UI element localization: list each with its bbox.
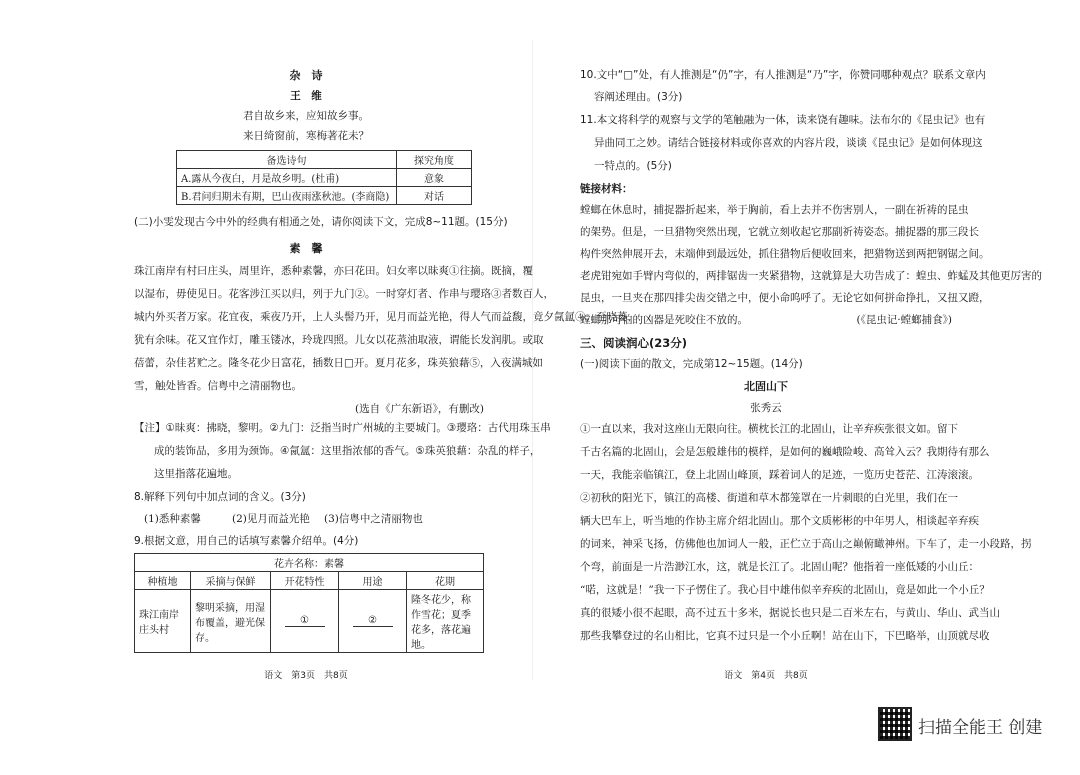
- card-header: 用途: [339, 572, 407, 590]
- poem-table-cell: A.露从今夜白，月是故乡明。(杜甫): [177, 169, 397, 187]
- card-header: 采摘与保鲜: [191, 572, 271, 590]
- subsection-1-heading: (一)阅读下面的散文，完成第12~15题。(14分): [580, 358, 803, 370]
- q8-item: (1)悉种素馨: [144, 513, 201, 525]
- notes-line: 【注】①昧爽：拂晓，黎明。②九门：泛指当时广州城的主要城门。③璎珞：古代用珠玉串: [134, 422, 551, 434]
- essay-line: 一天，我能亲临镇江，登上北固山峰顶，踩着词人的足迹，一览历史苍茫、江涛滚滚。: [580, 469, 979, 481]
- essay-line: 的词来，神采飞扬，仿佛他也加词人一般，正伫立于高山之巅俯瞰神州。下车了，走一小段路，拐: [580, 538, 1032, 550]
- link-line: 构件突然伸展开去，末端伸到最远处，抓住猎物后便收回来，把猎物送到两把钢锯之间。: [580, 248, 990, 260]
- poem-line-1: 君自故乡来，应知故乡事。: [243, 110, 369, 122]
- essay-line: “喏，这就是！”我一下子愣住了。我心目中雄伟似辛弃疾的北固山，竟是如此一个小丘？: [580, 584, 990, 596]
- page-footer: 语文 第3页 共8页: [264, 671, 348, 681]
- flower-card-title: 花卉名称：素馨: [135, 554, 484, 572]
- card-cell-location: 珠江南岸庄头村: [135, 590, 191, 653]
- link-material-label: 链接材料：: [580, 183, 633, 195]
- essay-line: ②初秋的阳光下，镇江的高楼、街道和草木都笼罩在一片刺眼的白光里，我们在一: [580, 492, 958, 504]
- poem-author: 王 维: [290, 90, 322, 102]
- poem-table-cell: 意象: [397, 169, 472, 187]
- notes-line: 这里指落花遍地。: [154, 468, 238, 480]
- card-header: 开花特性: [271, 572, 339, 590]
- essay-line: ①一直以来，我对这座山无限向往。横枕长江的北固山，让辛弃疾张很文如。留下: [580, 423, 958, 435]
- section-3-heading: 三、阅读润心(23分): [580, 336, 688, 350]
- card-cell-picking: 黎明采摘，用湿布覆盖，避光保存。: [191, 590, 271, 653]
- essay-line: 真的很矮小很不起眼，高不过五十多米，据说长也只是二百米左右，与黄山、华山、武当山: [580, 607, 1000, 619]
- essay-source: (选自《广东新语》，有删改): [355, 403, 484, 415]
- section-2-heading: (二)小雯发现古今中外的经典有相通之处，请你阅读下文，完成8~11题。(15分): [134, 216, 508, 228]
- card-header: 花期: [407, 572, 484, 590]
- card-cell-season: 隆冬花少，称作雪花；夏季花多，落花遍地。: [407, 590, 484, 653]
- card-header: 种植地: [135, 572, 191, 590]
- poem-table: [176, 150, 472, 205]
- question-9: 9.根据文意，用自己的话填写素馨介绍单。(4分): [134, 535, 359, 547]
- question-10-cont: 容阐述理由。(3分): [594, 91, 683, 103]
- poem-line-2: 来日绮窗前，寒梅著花未？: [243, 130, 369, 142]
- link-line: 昆虫，一旦夹在那四排尖齿交错之中，便小命呜呼了。无论它如何拼命挣扎，又扭又蹬，: [580, 292, 990, 304]
- answer-blank-1[interactable]: ①: [285, 615, 325, 627]
- answer-blank-2[interactable]: ②: [353, 615, 393, 627]
- essay-line: 个弯，前面是一片浩渺江水，这，就是长江了。北固山呢？他指着一座低矮的小山丘：: [580, 561, 979, 573]
- qr-code-icon: [878, 707, 912, 741]
- q8-item: (2)见月而益光艳: [232, 513, 310, 525]
- link-line: 老虎钳宛如手臂内弯似的，两排锯齿一夹紧猎物，这就算是大功告成了：蝗虫、蚱蜢及其他更厉害的: [580, 270, 1042, 282]
- poem-table-header: 备选诗句: [177, 151, 397, 169]
- link-line: 的架势。但是，一旦猎物突然出现，它就立刻收起它那副祈祷姿态。捕捉器的那三段长: [580, 226, 979, 238]
- essay-title: 北固山下: [744, 380, 788, 393]
- essay-line: 辆大巴车上，听当地的作协主席介绍北固山。那个文质彬彬的中年男人，相谈起辛弃疾: [580, 515, 979, 527]
- essay-author: 张秀云: [750, 402, 782, 414]
- scanner-watermark: 扫描全能王 创建: [918, 718, 1043, 738]
- essay-line: 蓓蕾，杂佳茗贮之。隆冬花少日富花，插数日□开。夏月花多，珠英狼藉⑤，入夜满城如: [134, 357, 543, 369]
- essay-line: 千古名篇的北固山，会是怎般雄伟的模样，是如何的巍峨险峻、高耸入云？我期待有那么: [580, 446, 990, 458]
- link-line: 螳螂那可怕的凶器是死咬住不放的。: [580, 314, 748, 326]
- question-11-cont: 一特点的。(5分): [594, 160, 672, 172]
- question-8: 8.解释下列句中加点词的含义。(3分): [134, 491, 306, 503]
- poem-table-header: 探究角度: [397, 151, 472, 169]
- right-page: [580, 0, 1042, 700]
- question-11-cont: 异曲同工之妙。请结合链接材料或你喜欢的内容片段，谈谈《昆虫记》是如何体现这: [594, 137, 983, 149]
- card-cell-blank-1[interactable]: [271, 590, 339, 653]
- question-11: 11.本文将科学的观察与文学的笔触融为一体，读来饶有趣味。法布尔的《昆虫记》也有: [580, 114, 986, 126]
- essay-line: 珠江南岸有村曰庄头，周里许，悉种素馨，亦曰花田。妇女率以昧爽①往摘。既摘，覆: [134, 265, 533, 277]
- essay-title: 素 馨: [289, 242, 323, 255]
- notes-line: 成的装饰品，多用为颈饰。④氤氲：这里指浓郁的香气。⑤珠英狼藉：杂乱的样子，: [154, 445, 541, 457]
- page-footer: 语文 第4页 共8页: [724, 671, 808, 681]
- q8-item: (3)信粤中之清丽物也: [324, 513, 423, 525]
- essay-line: 以湿布，毋使见日。花客涉江买以归，列于九门②。一时穿灯者、作串与璎珞③者数百人，: [134, 288, 554, 300]
- link-source: (《昆虫记·螳螂捕食》): [856, 314, 952, 326]
- essay-line: 雪，触处皆香。信粤中之清丽物也。: [134, 380, 302, 392]
- poem-table-cell: 对话: [397, 187, 472, 205]
- poem-title: 杂 诗: [289, 69, 323, 82]
- card-cell-blank-2[interactable]: [339, 590, 407, 653]
- essay-line: 城内外买者万家。花宜夜，乘夜乃开，上人头髻乃开，见月而益光艳，得人气而益馥，竟夕氤氲④，至晓萎，: [134, 311, 638, 323]
- poem-table-cell: B.君问归期未有期，巴山夜雨涨秋池。(李商隐): [177, 187, 397, 205]
- essay-line: 犹有余味。花又宜作灯，雕玉镂冰，玲珑四照。儿女以花蒸油取液，谓能长发润肌。或取: [134, 334, 544, 346]
- essay-line: 那些我攀登过的名山相比，它真不过只是一个小丘啊！站在山下，下巴略举，山顶就尽收: [580, 630, 990, 642]
- link-line: 螳螂在休息时，捕捉器折起来，举于胸前，看上去并不伤害别人，一副在祈祷的昆虫: [580, 204, 969, 216]
- flower-card-table: [134, 553, 484, 653]
- question-10: 10.文中“□”处，有人推测是“仍”字，有人推测是“乃”字，你赞同哪种观点？联系文章内: [580, 69, 986, 81]
